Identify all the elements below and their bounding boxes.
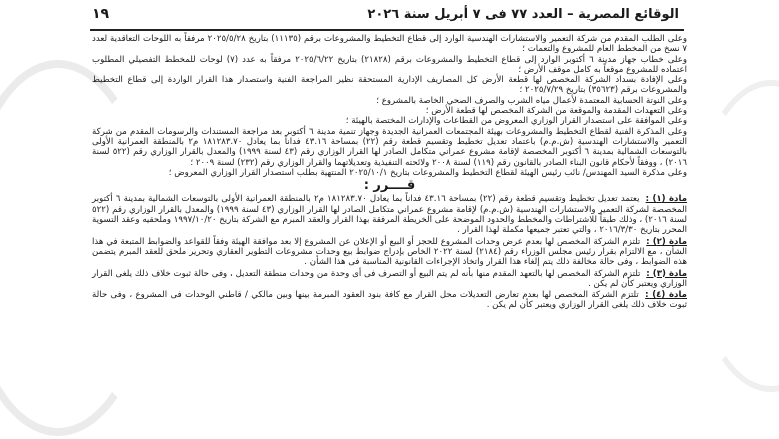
- articles: [92, 194, 687, 310]
- page-number: ١٩: [92, 6, 110, 22]
- article-4: [92, 290, 687, 311]
- article-text: تلتزم الشركة المخصص لها بعدم عرض وحدات المشروع للحجز أو البيع أو الإعلان عن المشروع إلا بعد موافقة الهيئة وفقاً للقواعد والضوابط المتبعة في هذا الشأن ، مع الالتزام بقرار رئيس مجلس الوزراء رقم (٢١٨٤) لسنة ٢٠٢٢ الخاص بإدراج ضوابط بيع وحدات مشروعات التطوير العقاري وتحرير ملحق للعقد المبرم يتضمن هذه الضوابط ، وفى حالة مخالفة ذلك يتم إلغاء هذا القرار واتخاذ الإجراءات القانونية المناسبة فى هذا الشأن .: [92, 236, 687, 268]
- article-label: مادة (٢) :: [646, 236, 688, 247]
- preamble-paragraph: وعلى المذكرة الفنية لقطاع التخطيط والمشروعات بهيئة المجتمعات العمرانية الجديدة وجهاز تنمية مدينة ٦ أكتوبر بعد مراجعة المستندات والرسومات المقدم من شركة التعمير والاستشارات الهندسية (ش.م.م) باعتماد تعديل تخطيط وتقسيم قطعة رقم (٢٢) بمساحة ٤٣.١٦ فداناً بما يعادل ١٨١٢٨٣.٧٠ م٢ بالمنطقة العمرانية الأولى بالتوسعات الشمالية بمدينة ٦ أكتوبر المخصصة لإقامة مشروع عمراني متكامل الصادر لها القرار الوزاري رقم (٤٣ لسنة ١٩٩٩) والمعدل بالقرار الوزاري رقم (٥٢٢ لسنة ٢٠١٦) ، ووفقاً لأحكام قانون البناء الصادر بالقانون رقم (١١٩) لسنة ٢٠٠٨ ولائحته التنفيذية وتعديلاتهما والقرار الوزاري رقم (٢٣٢) لسنة ٢٠٠٩ ؛: [92, 126, 688, 168]
- header-title: الوقائع المصرية – العدد ٧٧ فى ٧ أبريل سنة ٢٠٢٦: [367, 7, 679, 22]
- page-header: [0, 4, 779, 26]
- decision-heading: قــــرر :: [363, 178, 416, 194]
- article-3: [92, 269, 687, 290]
- article-text: يعتمد تعديل تخطيط وتقسيم قطعة رقم (٢٢) بمساحة ٤٣.١٦ فداناً بما يعادل ١٨١٢٨٣.٧٠ م٢ بالمنطقة العمرانية الأولى بالتوسعات الشمالية بمدينة ٦ أكتوبر المخصصة لشركة التعمير والاستشارات الهندسية (ش.م.م) لإقامة مشروع عمراني متكامل الصادر لها القرار الوزاري (٤٣ لسنة ١٩٩٩) والمعدل بالقرار الوزاري رقم (٥٢٢ لسنة ٢٠١٦) ، وذلك طبقاً للاشتراطات والمخطط والحدود الموضحة على الخريطة المرفقة بهذا القرار والعقد المبرم مع الشركة بتاريخ ١٩٩٧/١٠/٢٠ وملحقيه وعقد التسوية المحرر بتاريخ ٢٠١٦/٣/٣٠ ، والتي تعتبر جميعها مكملة لهذا القرار .: [92, 194, 687, 236]
- preamble-paragraph: وعلى الطلب المقدم من شركة التعمير والاستشارات الهندسية الوارد إلى قطاع التخطيط والمشروعات برقم (١١١٣٥) بتاريخ ٢٠٢٥/٥/٢٨ مرفقاً به اللوحات التعاقدية لعدد ٧ نسخ من المخطط العام للمشروع والتعمات ؛: [92, 34, 687, 55]
- article-text: تلتزم الشركة المخصص لها بالتعهد المقدم منها بأنه لم يتم البيع أو التصرف فى أى وحدة من وحدات منطقة التعديل ، وفى حالة ثبوت خلاف ذلك يلغى القرار الوزاري ويعتبر كأن لم يكن .: [92, 268, 687, 289]
- article-2: [92, 237, 687, 268]
- article-label: مادة (٣) :: [646, 268, 688, 279]
- preamble-paragraph: وعلى النوتة الحسابية المعتمدة لأعمال مياه الشرب والصرف الصحي الخاصة بالمشروع ؛: [376, 95, 687, 106]
- article-text: تلتزم الشركة المخصص لها بعدم تعارض التعديلات محل القرار مع كافة بنود العقود المبرمة بينها وبين مالكي / قاطني الوحدات فى المشروع ، وفى حالة ثبوت خلاف ذلك يلغى القرار الوزاري ويعتبر كأن لم يكن .: [92, 290, 687, 311]
- header-rule: [90, 29, 684, 31]
- article-label: مادة (٤) :: [645, 290, 687, 301]
- article-label: مادة (١) :: [645, 194, 688, 205]
- document-body: [92, 34, 687, 312]
- watermark-arc-right: [690, 80, 779, 392]
- article-1: [92, 194, 687, 235]
- preamble-paragraph: وعلى الموافقة على استصدار القرار الوزاري المعروض من القطاعات والإدارات المختصة بالهيئة ؛: [345, 116, 687, 127]
- preamble-paragraph: وعلى خطاب جهاز مدينة ٦ أكتوبر الوارد إلى قطاع التخطيط والمشروعات برقم (٢١٨٢٨) بتاريخ ٢٠٢٥/٦/٢٢ مرفقاً به عدد (٧) لوحات للمخطط التفصيلي المطلوب اعتماده للمشروع موقعاً به كامل موقف الأرض ؛: [92, 54, 687, 75]
- preamble: [92, 34, 687, 178]
- preamble-paragraph: وعلى التعهدات المقدمة والموقعة من الشركة المخصص لها قطعة الأرض ؛: [425, 106, 687, 117]
- preamble-paragraph: وعلى الإفادة بسداد الشركة المخصص لها قطعة الأرض كل المصاريف الإدارية المستحقة نظير المراجعة الفنية واستصدار هذا القرار الواردة إلى قطاع التخطيط والمشروعات برقم (٣٥٦٢٣) بتاريخ ٢٠٢٥/٧/٢٩ ؛: [92, 75, 687, 96]
- preamble-paragraph: وعلى مذكرة السيد المهندس/ نائب رئيس الهيئة لقطاع التخطيط والمشروعات بتاريخ ٢٠٢٥/١٠/١ المنتهية بطلب استصدار القرار الوزاري المعروض ؛: [168, 167, 687, 178]
